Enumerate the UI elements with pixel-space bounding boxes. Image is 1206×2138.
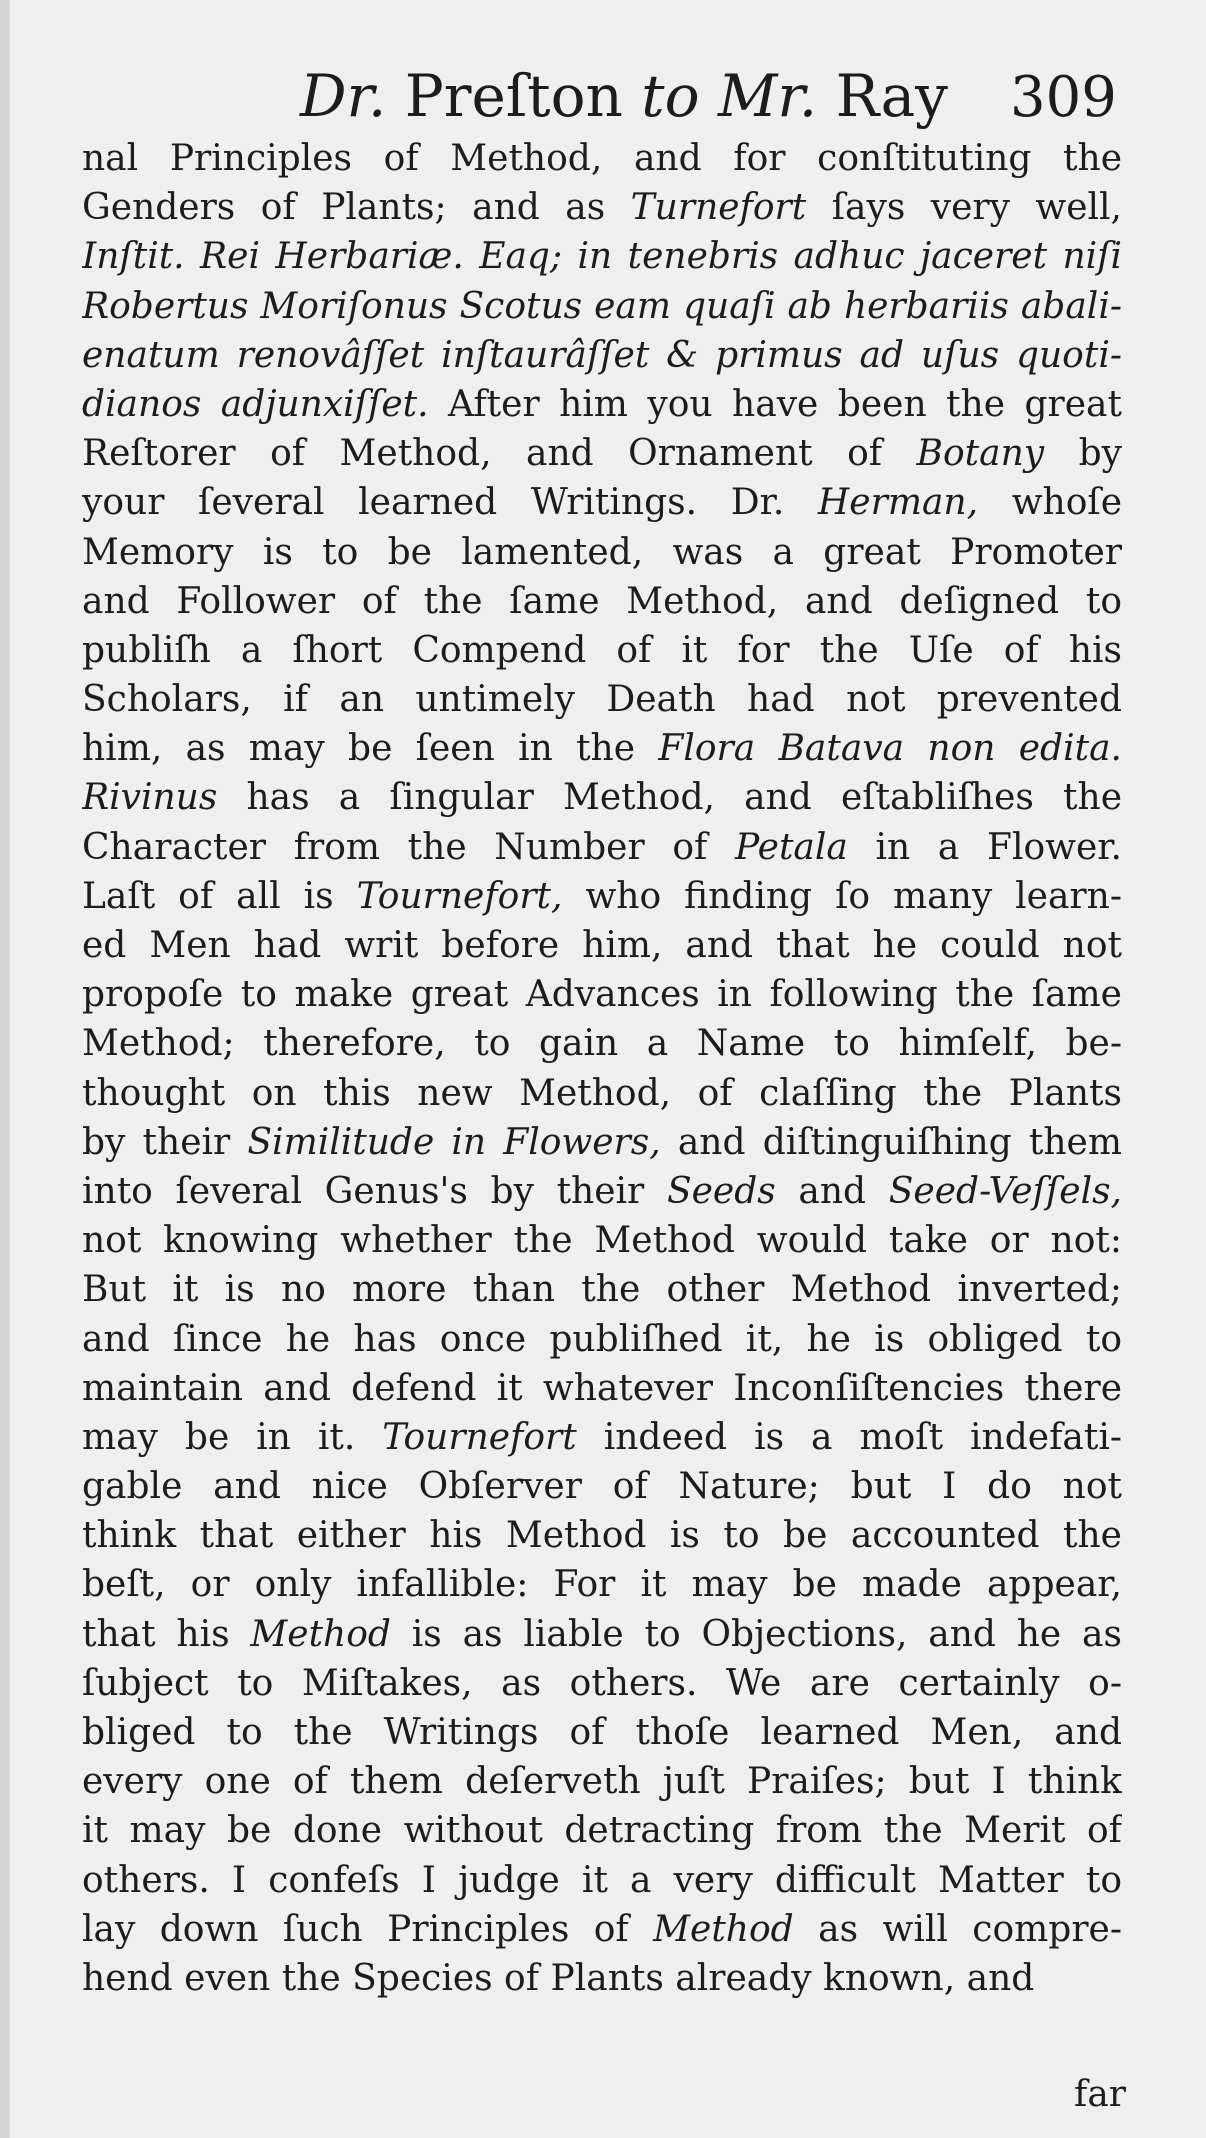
text-run: who finding ſo many learn-: [562, 875, 1122, 917]
text-run: ſubject to Miſtakes, as others. We are certainly o-: [82, 1662, 1122, 1704]
text-run: gable and nice Obſerver of Nature; but I do not: [82, 1466, 1122, 1508]
text-line: [82, 429, 1122, 478]
text-line: [82, 331, 1122, 380]
text-run: by: [1044, 433, 1122, 475]
text-run: After him you have been the great: [428, 383, 1122, 425]
text-line: [82, 1806, 1122, 1855]
text-run: is as liable to Objections, and he as: [390, 1613, 1122, 1655]
text-run: and ſince he has once publiſhed it, he is obliged to: [82, 1318, 1122, 1360]
text-run: and Follower of the ſame Method, and deſigned to: [82, 580, 1122, 622]
text-line: [82, 577, 1122, 626]
text-run: Ray: [817, 62, 948, 130]
text-run: hend even the Species of Plants already known, and: [82, 1957, 1035, 1999]
text-run: ed Men had writ before him, and that he could not: [82, 925, 1122, 966]
italic-run: Mr.: [717, 62, 818, 130]
text-run: every one of them deſerveth juſt Praiſes; but I think: [82, 1761, 1122, 1803]
text-line: [82, 1560, 1122, 1609]
text-line: [82, 1757, 1122, 1806]
text-run: Genders of Plants; and as: [82, 187, 631, 229]
page-edge-shadow: [0, 0, 10, 2138]
italic-run: enatum renovâſſet inſtaurâſſet & primus ad uſus quoti-: [82, 334, 1122, 376]
text-run: as will compre-: [793, 1908, 1122, 1950]
text-line: [82, 1413, 1122, 1462]
text-run: has a ſingular Method, and eſtabliſhes the: [217, 777, 1122, 819]
italic-run: Flora Batava non edita.: [658, 728, 1122, 770]
text-run: nal Principles of Method, and for conſtituting the: [82, 138, 1122, 179]
text-run: Method; therefore, to gain a Name to himſelf, be-: [82, 1023, 1122, 1065]
text-run: [700, 62, 718, 130]
text-run: Preſton: [386, 62, 642, 130]
text-line: [82, 773, 1122, 822]
text-line: [82, 1167, 1122, 1216]
text-line: [82, 1315, 1122, 1364]
text-line: [82, 380, 1122, 429]
italic-run: Rivinus: [82, 777, 218, 819]
text-line: [82, 1954, 1122, 2003]
text-run: by their: [82, 1121, 248, 1163]
italic-run: Botany: [916, 433, 1045, 475]
italic-run: Herman,: [817, 482, 979, 524]
text-run: indeed is a moſt indefati-: [576, 1416, 1122, 1458]
text-line: [82, 1118, 1122, 1167]
text-line: [82, 1610, 1122, 1659]
text-run: think that either his Method is to be accounted the: [82, 1515, 1122, 1557]
text-line: [82, 282, 1122, 331]
text-line: [82, 528, 1122, 577]
text-run: publiſh a ſhort Compend of it for the Uſe of his: [82, 629, 1122, 671]
text-line: [82, 675, 1122, 724]
text-run: maintain and defend it whatever Inconſiſtencies there: [82, 1367, 1122, 1409]
text-line: [82, 1856, 1122, 1905]
text-line: [82, 1659, 1122, 1708]
italic-run: Turnefort: [630, 187, 807, 229]
text-line: [82, 232, 1122, 281]
text-line: [82, 1905, 1122, 1954]
italic-run: Seeds: [666, 1170, 776, 1212]
text-run: him, as may be ſeen in the: [82, 728, 659, 770]
text-run: Memory is to be lamented, was a great Promoter: [82, 531, 1122, 573]
text-line: [82, 626, 1122, 675]
text-run: whoſe: [978, 482, 1122, 524]
catchword: far: [1074, 2074, 1126, 2115]
text-run: and: [775, 1170, 889, 1212]
text-line: [82, 1216, 1122, 1265]
italic-run: dianos adjunxiſſet.: [82, 383, 429, 425]
italic-run: Robertus Moriſonus Scotus eam quaſi ab herbariis abali-: [82, 285, 1122, 327]
text-run: into ſeveral Genus's by their: [82, 1170, 667, 1212]
running-head: [300, 60, 948, 132]
text-run: propoſe to make great Advances in following the ſame: [82, 974, 1122, 1016]
italic-run: to: [641, 62, 700, 130]
text-run: ſays very well,: [806, 187, 1122, 229]
text-run: Laſt of all is: [82, 875, 357, 917]
text-line: [82, 183, 1122, 232]
italic-run: Method: [250, 1613, 391, 1655]
text-run: your ſeveral learned Writings. Dr.: [82, 482, 818, 524]
text-line: [82, 1462, 1122, 1511]
italic-run: Seed-Veſſels,: [888, 1170, 1122, 1212]
text-run: not knowing whether the Method would take or not:: [82, 1220, 1122, 1262]
text-run: Character from the Number of: [82, 826, 736, 868]
text-line: [82, 1019, 1122, 1068]
text-run: may be in it.: [82, 1416, 383, 1458]
text-line: [82, 1265, 1122, 1314]
text-run: that his: [82, 1613, 251, 1655]
page-number: 309: [1010, 65, 1117, 130]
text-run: Scholars, if an untimely Death had not prevented: [82, 679, 1122, 721]
text-run: bliged to the Writings of thoſe learned Men, and: [82, 1712, 1122, 1753]
text-line: [82, 921, 1122, 970]
text-line: [82, 478, 1122, 527]
text-run: beſt, or only infallible: For it may be made appear,: [82, 1564, 1122, 1606]
text-run: thought on this new Method, of claſſing the Plants: [82, 1072, 1122, 1114]
text-line: [82, 724, 1122, 773]
text-line: [82, 872, 1122, 921]
text-line: [82, 823, 1122, 872]
text-run: in a Flower.: [847, 826, 1122, 868]
italic-run: Inſtit. Rei Herbariæ. Eaq; in tenebris adhuc jaceret niſi: [82, 236, 1122, 278]
text-run: and diſtinguiſhing them: [660, 1121, 1122, 1163]
text-line: [82, 1511, 1122, 1560]
text-line: [82, 1708, 1122, 1757]
text-run: But it is no more than the other Method inverted;: [82, 1269, 1122, 1311]
text-line: [82, 134, 1122, 183]
text-run: Reſtorer of Method, and Ornament of: [82, 433, 917, 475]
italic-run: Similitude in Flowers,: [247, 1121, 661, 1163]
text-line: [82, 1364, 1122, 1413]
italic-run: Tournefort,: [356, 875, 563, 917]
text-run: others. I confeſs I judge it a very difficult Matter to: [82, 1859, 1122, 1901]
text-line: [82, 1069, 1122, 1118]
italic-run: Petala: [735, 826, 848, 868]
italic-run: Tournefort: [382, 1416, 577, 1458]
text-run: it may be done without detracting from the Merit of: [82, 1810, 1122, 1852]
text-run: lay down ſuch Principles of: [82, 1908, 654, 1950]
italic-run: Method: [653, 1908, 794, 1950]
italic-run: Dr.: [300, 62, 387, 130]
text-line: [82, 970, 1122, 1019]
body-text: [82, 134, 1122, 2003]
